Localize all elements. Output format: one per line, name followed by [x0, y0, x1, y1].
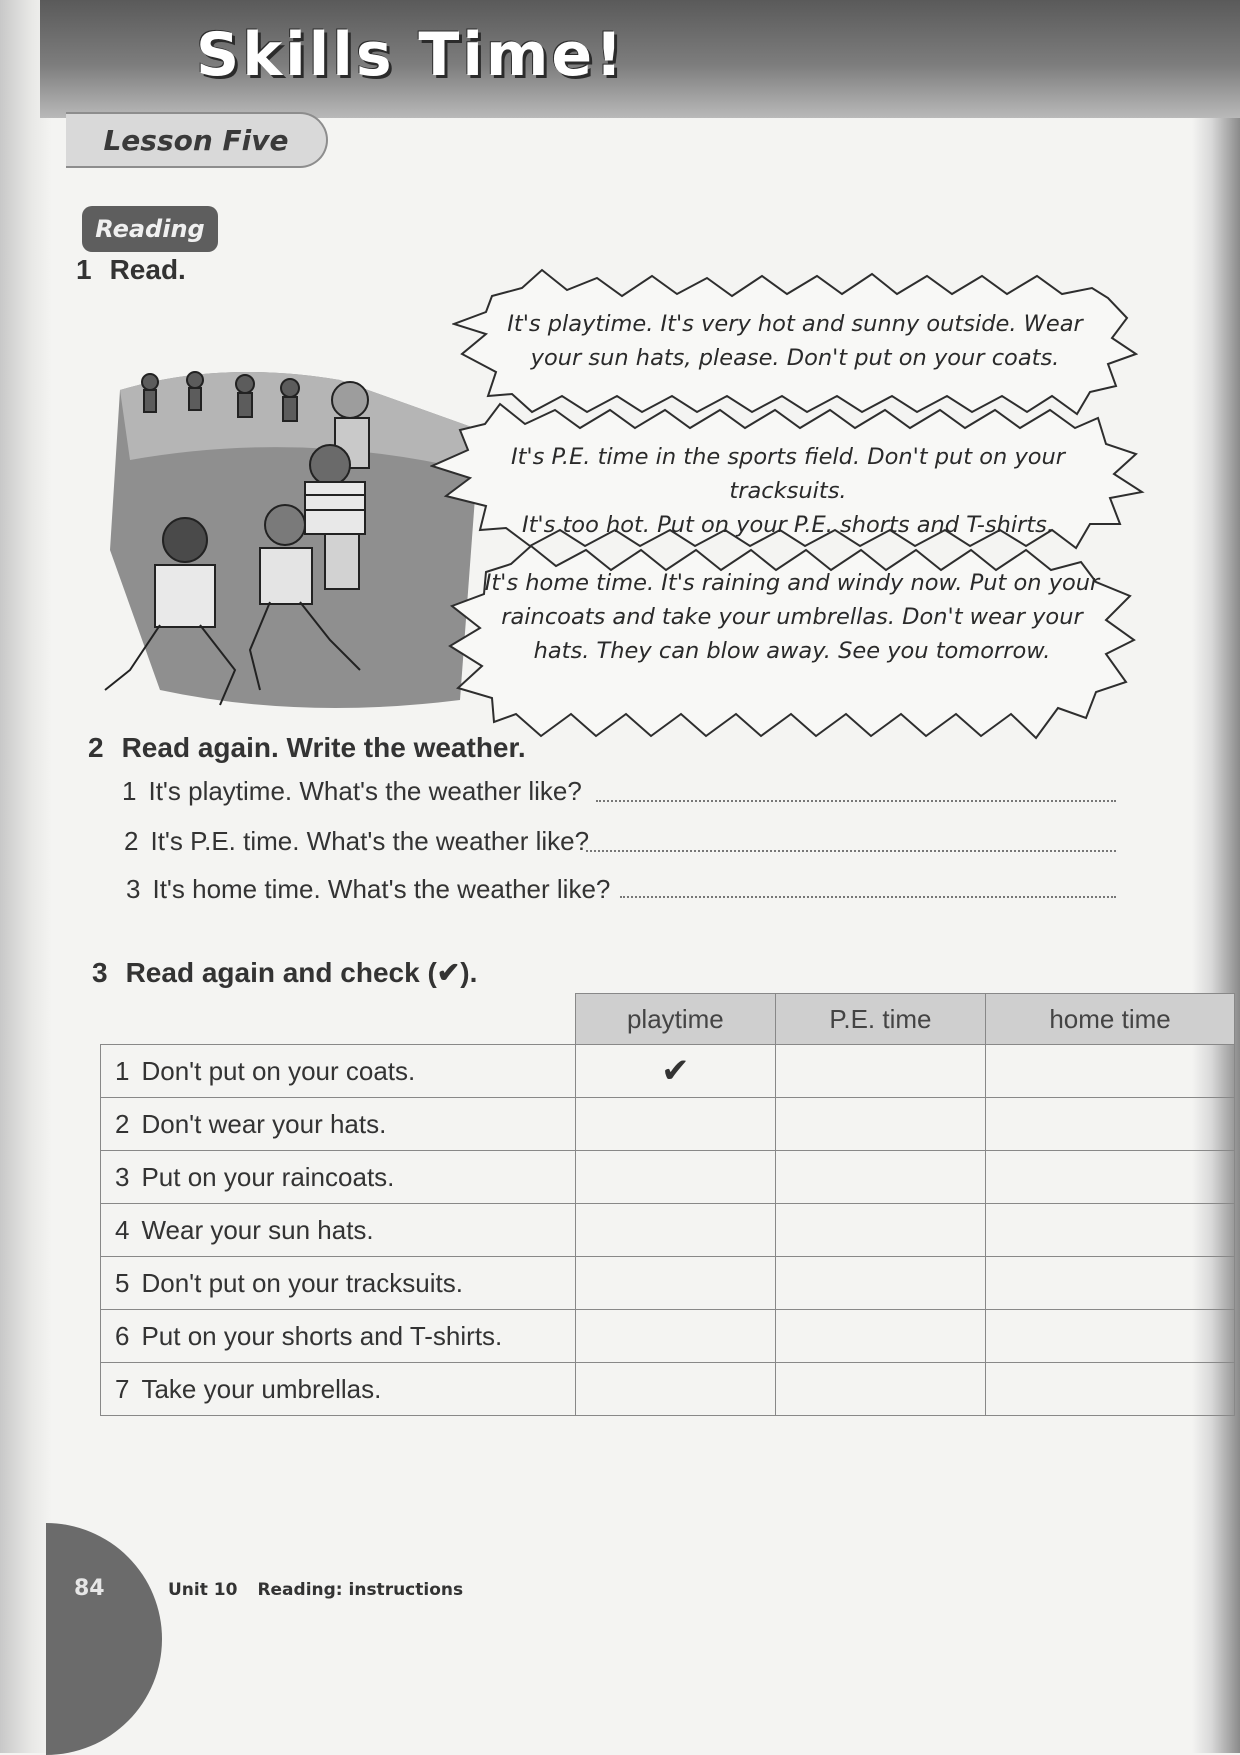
check-cell[interactable] — [576, 1151, 776, 1204]
question-number: 2 — [124, 826, 139, 856]
exercise-number: 2 — [88, 732, 104, 763]
answer-line-1[interactable] — [596, 800, 1116, 802]
row-label — [101, 1151, 576, 1204]
check-cell[interactable] — [775, 1045, 985, 1098]
column-header-home-time: home time — [986, 994, 1235, 1045]
row-number: 5 — [115, 1267, 130, 1298]
table-row — [101, 1151, 1235, 1204]
check-cell[interactable] — [775, 1204, 985, 1257]
row-number: 1 — [115, 1055, 130, 1086]
row-label — [101, 1257, 576, 1310]
check-cell[interactable] — [775, 1363, 985, 1416]
row-label — [101, 1204, 576, 1257]
check-cell[interactable] — [986, 1045, 1235, 1098]
bubble-line: It's too hot. Put on your P.E. shorts and T-shirts. — [521, 512, 1055, 538]
row-number: 4 — [115, 1214, 130, 1245]
check-cell[interactable] — [986, 1098, 1235, 1151]
page-binding-shadow — [0, 0, 52, 1753]
row-label — [101, 1310, 576, 1363]
check-cell[interactable] — [576, 1363, 776, 1416]
check-cell[interactable] — [775, 1310, 985, 1363]
lesson-tab: Lesson Five — [66, 112, 328, 168]
bubble-line: raincoats and take your umbrellas. Don't wear your — [501, 604, 1083, 630]
exercise-2-heading — [88, 732, 526, 764]
check-cell[interactable] — [775, 1257, 985, 1310]
check-cell[interactable] — [986, 1257, 1235, 1310]
page-edge-shadow — [1192, 0, 1240, 1753]
page-number-tab — [46, 1523, 162, 1755]
row-text: Put on your raincoats. — [141, 1161, 395, 1192]
row-number: 6 — [115, 1320, 130, 1351]
row-text: Don't wear your hats. — [141, 1108, 387, 1139]
question-text: It's playtime. What's the weather like? — [148, 776, 582, 806]
question-3 — [126, 874, 610, 905]
speech-bubble-playtime — [478, 307, 1112, 375]
row-number: 7 — [115, 1373, 130, 1404]
check-cell[interactable] — [576, 1257, 776, 1310]
column-header-pe-time: P.E. time — [775, 994, 985, 1045]
exercise-3-heading — [92, 956, 477, 989]
bubble-line: It's P.E. time in the sports field. Don't put on your tracksuits. — [510, 444, 1066, 504]
check-cell[interactable] — [576, 1310, 776, 1363]
column-header-playtime: playtime — [576, 994, 776, 1045]
row-text: Wear your sun hats. — [141, 1214, 374, 1245]
check-cell[interactable] — [576, 1098, 776, 1151]
question-number: 1 — [122, 776, 137, 806]
exercise-instruction: Read. — [109, 254, 186, 285]
table-row — [101, 1045, 1235, 1098]
exercise-instruction: Read again. Write the weather. — [121, 732, 526, 763]
table-row — [101, 1098, 1235, 1151]
speech-bubble-pe-time — [452, 440, 1124, 542]
page-title: Skills Time! — [196, 20, 626, 90]
exercise-instruction: Read again and check (✔). — [125, 957, 478, 988]
bubble-line: your sun hats, please. Don't put on your coats. — [530, 345, 1060, 371]
check-cell[interactable] — [576, 1204, 776, 1257]
question-text: It's P.E. time. What's the weather like? — [150, 826, 590, 856]
footer-topic: Reading: instructions — [257, 1580, 464, 1600]
footer-text — [168, 1580, 463, 1600]
check-cell[interactable]: ✔ — [576, 1045, 776, 1098]
exercise-number: 1 — [76, 254, 92, 285]
exercise-1-heading — [76, 254, 186, 286]
row-label — [101, 1098, 576, 1151]
bubble-line: It's playtime. It's very hot and sunny outside. Wear — [507, 311, 1083, 337]
row-text: Don't put on your coats. — [141, 1055, 416, 1086]
row-label — [101, 1363, 576, 1416]
check-cell[interactable] — [986, 1363, 1235, 1416]
section-badge: Reading — [82, 206, 218, 252]
table-corner — [101, 994, 576, 1045]
row-text: Take your umbrellas. — [141, 1373, 382, 1404]
bubble-line: hats. They can blow away. See you tomorrow. — [533, 638, 1051, 664]
row-text: Don't put on your tracksuits. — [141, 1267, 463, 1298]
page-number: 84 — [74, 1576, 105, 1601]
check-cell[interactable] — [775, 1151, 985, 1204]
row-number: 2 — [115, 1108, 130, 1139]
check-cell[interactable] — [986, 1204, 1235, 1257]
question-1 — [122, 776, 582, 807]
table-row — [101, 1310, 1235, 1363]
children-running-illustration — [100, 370, 480, 720]
table-row — [101, 1257, 1235, 1310]
footer-unit: Unit 10 — [168, 1580, 238, 1600]
check-cell[interactable] — [775, 1098, 985, 1151]
question-2 — [124, 826, 589, 857]
row-number: 3 — [115, 1161, 130, 1192]
question-number: 3 — [126, 874, 141, 904]
answer-line-2[interactable] — [586, 850, 1116, 852]
table-row — [101, 1204, 1235, 1257]
check-cell[interactable] — [986, 1310, 1235, 1363]
check-table — [100, 993, 1235, 1416]
table-header-row — [101, 994, 1235, 1045]
exercise-number: 3 — [92, 957, 108, 988]
answer-line-3[interactable] — [620, 896, 1116, 898]
table-row — [101, 1363, 1235, 1416]
row-text: Put on your shorts and T-shirts. — [141, 1320, 503, 1351]
question-text: It's home time. What's the weather like? — [152, 874, 611, 904]
row-label — [101, 1045, 576, 1098]
bubble-line: It's home time. It's raining and windy now. Put on your — [484, 570, 1100, 596]
check-cell[interactable] — [986, 1151, 1235, 1204]
speech-bubble-home-time — [476, 566, 1108, 668]
